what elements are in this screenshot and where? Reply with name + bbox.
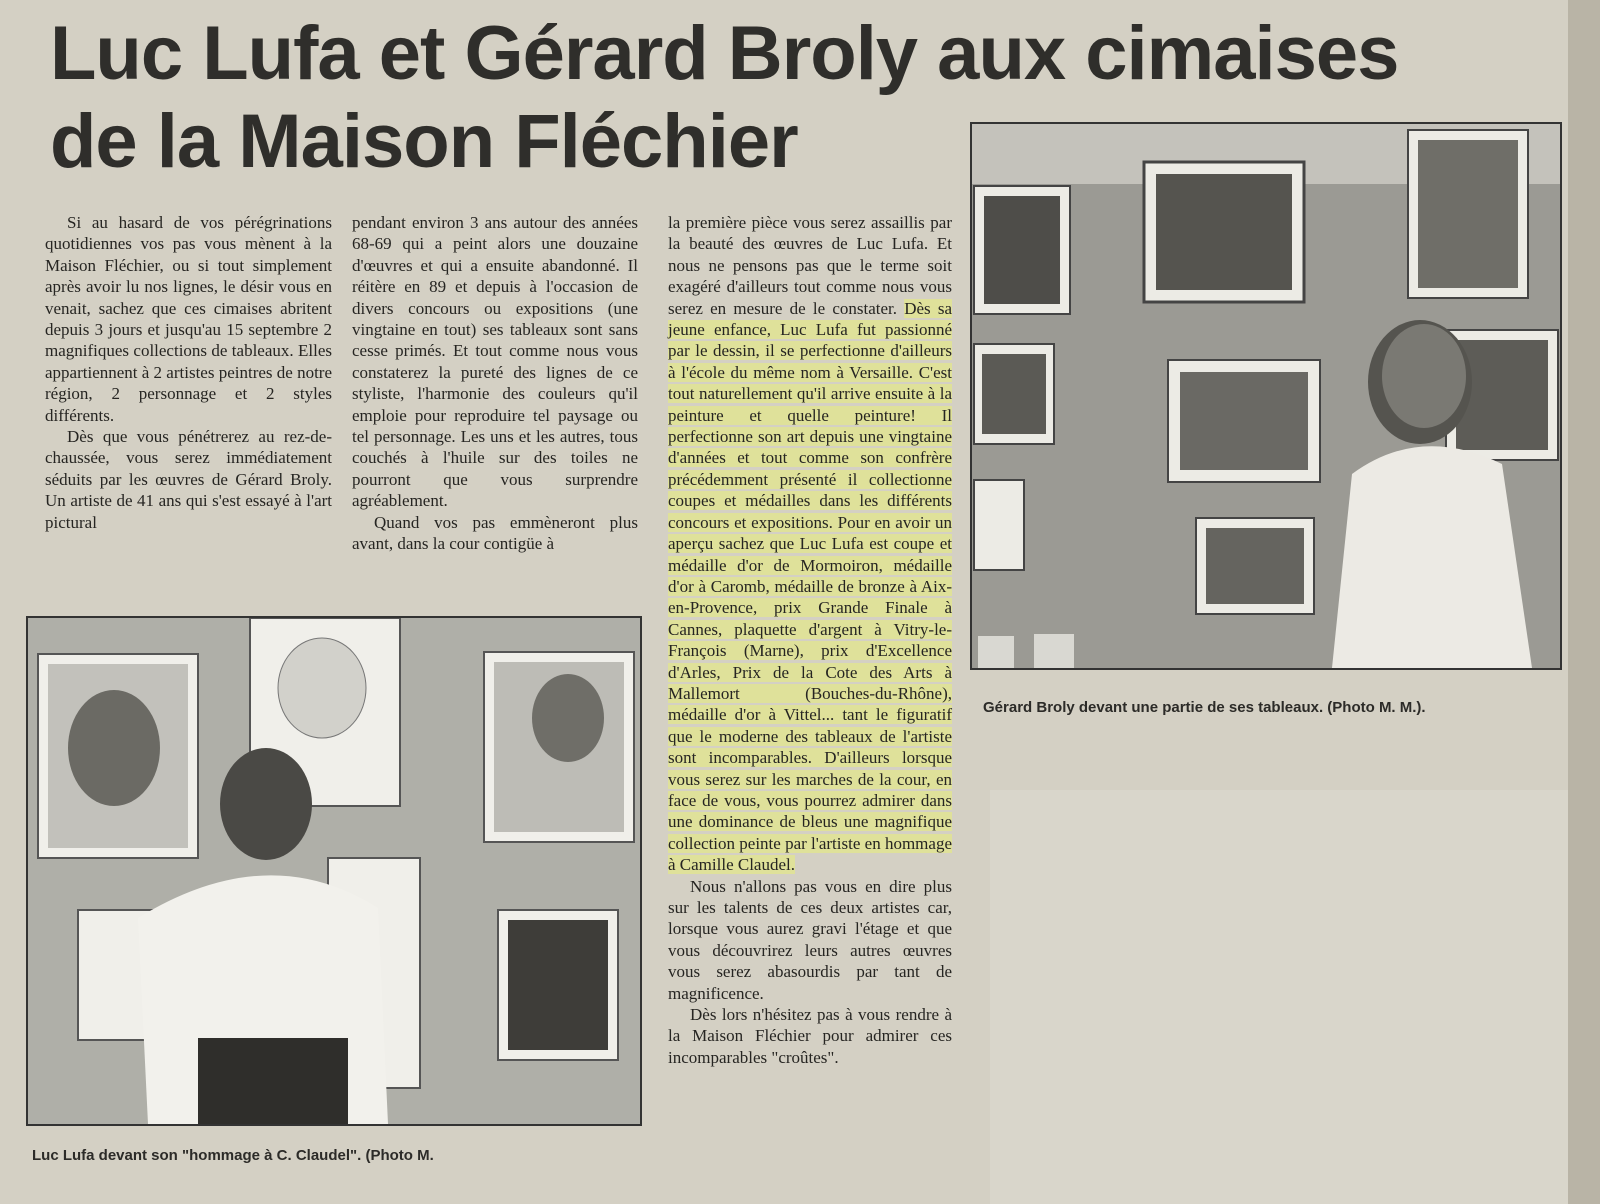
- paragraph: Quand vos pas emmèneront plus avant, dans la cour contigüe à: [352, 512, 638, 554]
- article-column-1: [45, 212, 332, 533]
- photo-luc-lufa: [26, 616, 642, 1126]
- article-column-2: [352, 212, 638, 555]
- headline-line-1: Luc Lufa et Gérard Broly aux cimaises: [50, 11, 1399, 96]
- blank-paper-area: [990, 790, 1568, 1204]
- photo-illustration: [28, 618, 640, 1124]
- photo-caption-left: Luc Lufa devant son "hommage à C. Claudel". (Photo M.: [32, 1147, 434, 1164]
- paragraph: Si au hasard de vos pérégrinations quotidiennes vos pas vous mènent à la Maison Fléchier, ou si tout simplement après avoir lu nos lignes, le désir vous en venait, sachez que ces cimaises abritent depuis 3 jours et jusqu'au 15 septembre 2 magnifiques collections de tableaux. Elles appartiennent à 2 artistes peintres de notre région, 2 personnage et 2 styles différents.: [45, 213, 332, 425]
- photo-caption-right: Gérard Broly devant une partie de ses tableaux. (Photo M. M.).: [983, 699, 1426, 716]
- paragraph-text: la première pièce vous serez assaillis par la beauté des œuvres de Luc Lufa. Et nous ne pensons pas que le terme soit exagéré d'ailleurs tout comme nous vous serez en mesure de le constater.: [668, 213, 952, 318]
- article-column-3: [668, 212, 952, 1068]
- paragraph: [668, 212, 952, 876]
- paragraph: Dès lors n'hésitez pas à vous rendre à la Maison Fléchier pour admirer ces incomparables "croûtes".: [668, 1005, 952, 1067]
- headline-line-2: de la Maison Fléchier: [50, 99, 798, 184]
- photo-gerard-broly: [970, 122, 1562, 670]
- paragraph: Nous n'allons pas vous en dire plus sur les talents de ces deux artistes car, lorsque vous aurez gravi l'étage et que vous découvrirez leurs autres œuvres vous serez abasourdis par tant de magnificence.: [668, 876, 952, 1003]
- paragraph: pendant environ 3 ans autour des années 68-69 qui a peint alors une douzaine d'œuvres et qui a ensuite abandonné. Il réitère en 89 et depuis à l'occasion de divers concours ou expositions (une vingtaine en tout) ses tableaux sont sans cesse primés. Et tout comme nous vous constaterez la pureté des lignes de ce styliste, l'harmonie des couleurs qu'il emploie pour reproduire tel paysage ou tel personnage. Les uns et les autres, tous couchés à l'huile sur des toiles ne pourront que vous surprendre agréablement.: [352, 213, 638, 511]
- highlighted-text: Dès sa jeune enfance, Luc Lufa fut passionné par le dessin, il se perfectionne d'ailleurs à l'école du même nom à Versaille. C'est tout naturellement qu'il arrive ensuite à la peinture et quelle peinture! Il perfectionne son art depuis une vingtaine d'années et tout comme son confrère précédemment présenté il collectionne coupes et médailles dans les différents concours et expositions. Pour en avoir un aperçu sachez que Luc Lufa est coupe et médaille d'or de Mormoiron, médaille d'or à Caromb, médaille de bronze à Aix-en-Provence, prix Grande Finale à Cannes, plaquette d'argent à Vitry-le-François (Marne), prix d'Excellence d'Arles, Prix de la Cote des Arts à Mallemort (Bouches-du-Rhône), médaille d'or à Vittel... tant le figuratif que le moderne des tableaux de l'artiste sont incomparables. D'ailleurs lorsque vous serez sur les marches de la cour, en face de vous, vous pourrez admirer dans une dominance de bleus une magnifique collection peinte par l'artiste en hommage à Camille Claudel.: [668, 298, 952, 875]
- photo-illustration: [972, 124, 1560, 668]
- paragraph: Dès que vous pénétrerez au rez-de-chaussée, vous serez immédiatement séduits par les œuvres de Gérard Broly. Un artiste de 41 ans qui s'est essayé à l'art pictural: [45, 427, 332, 532]
